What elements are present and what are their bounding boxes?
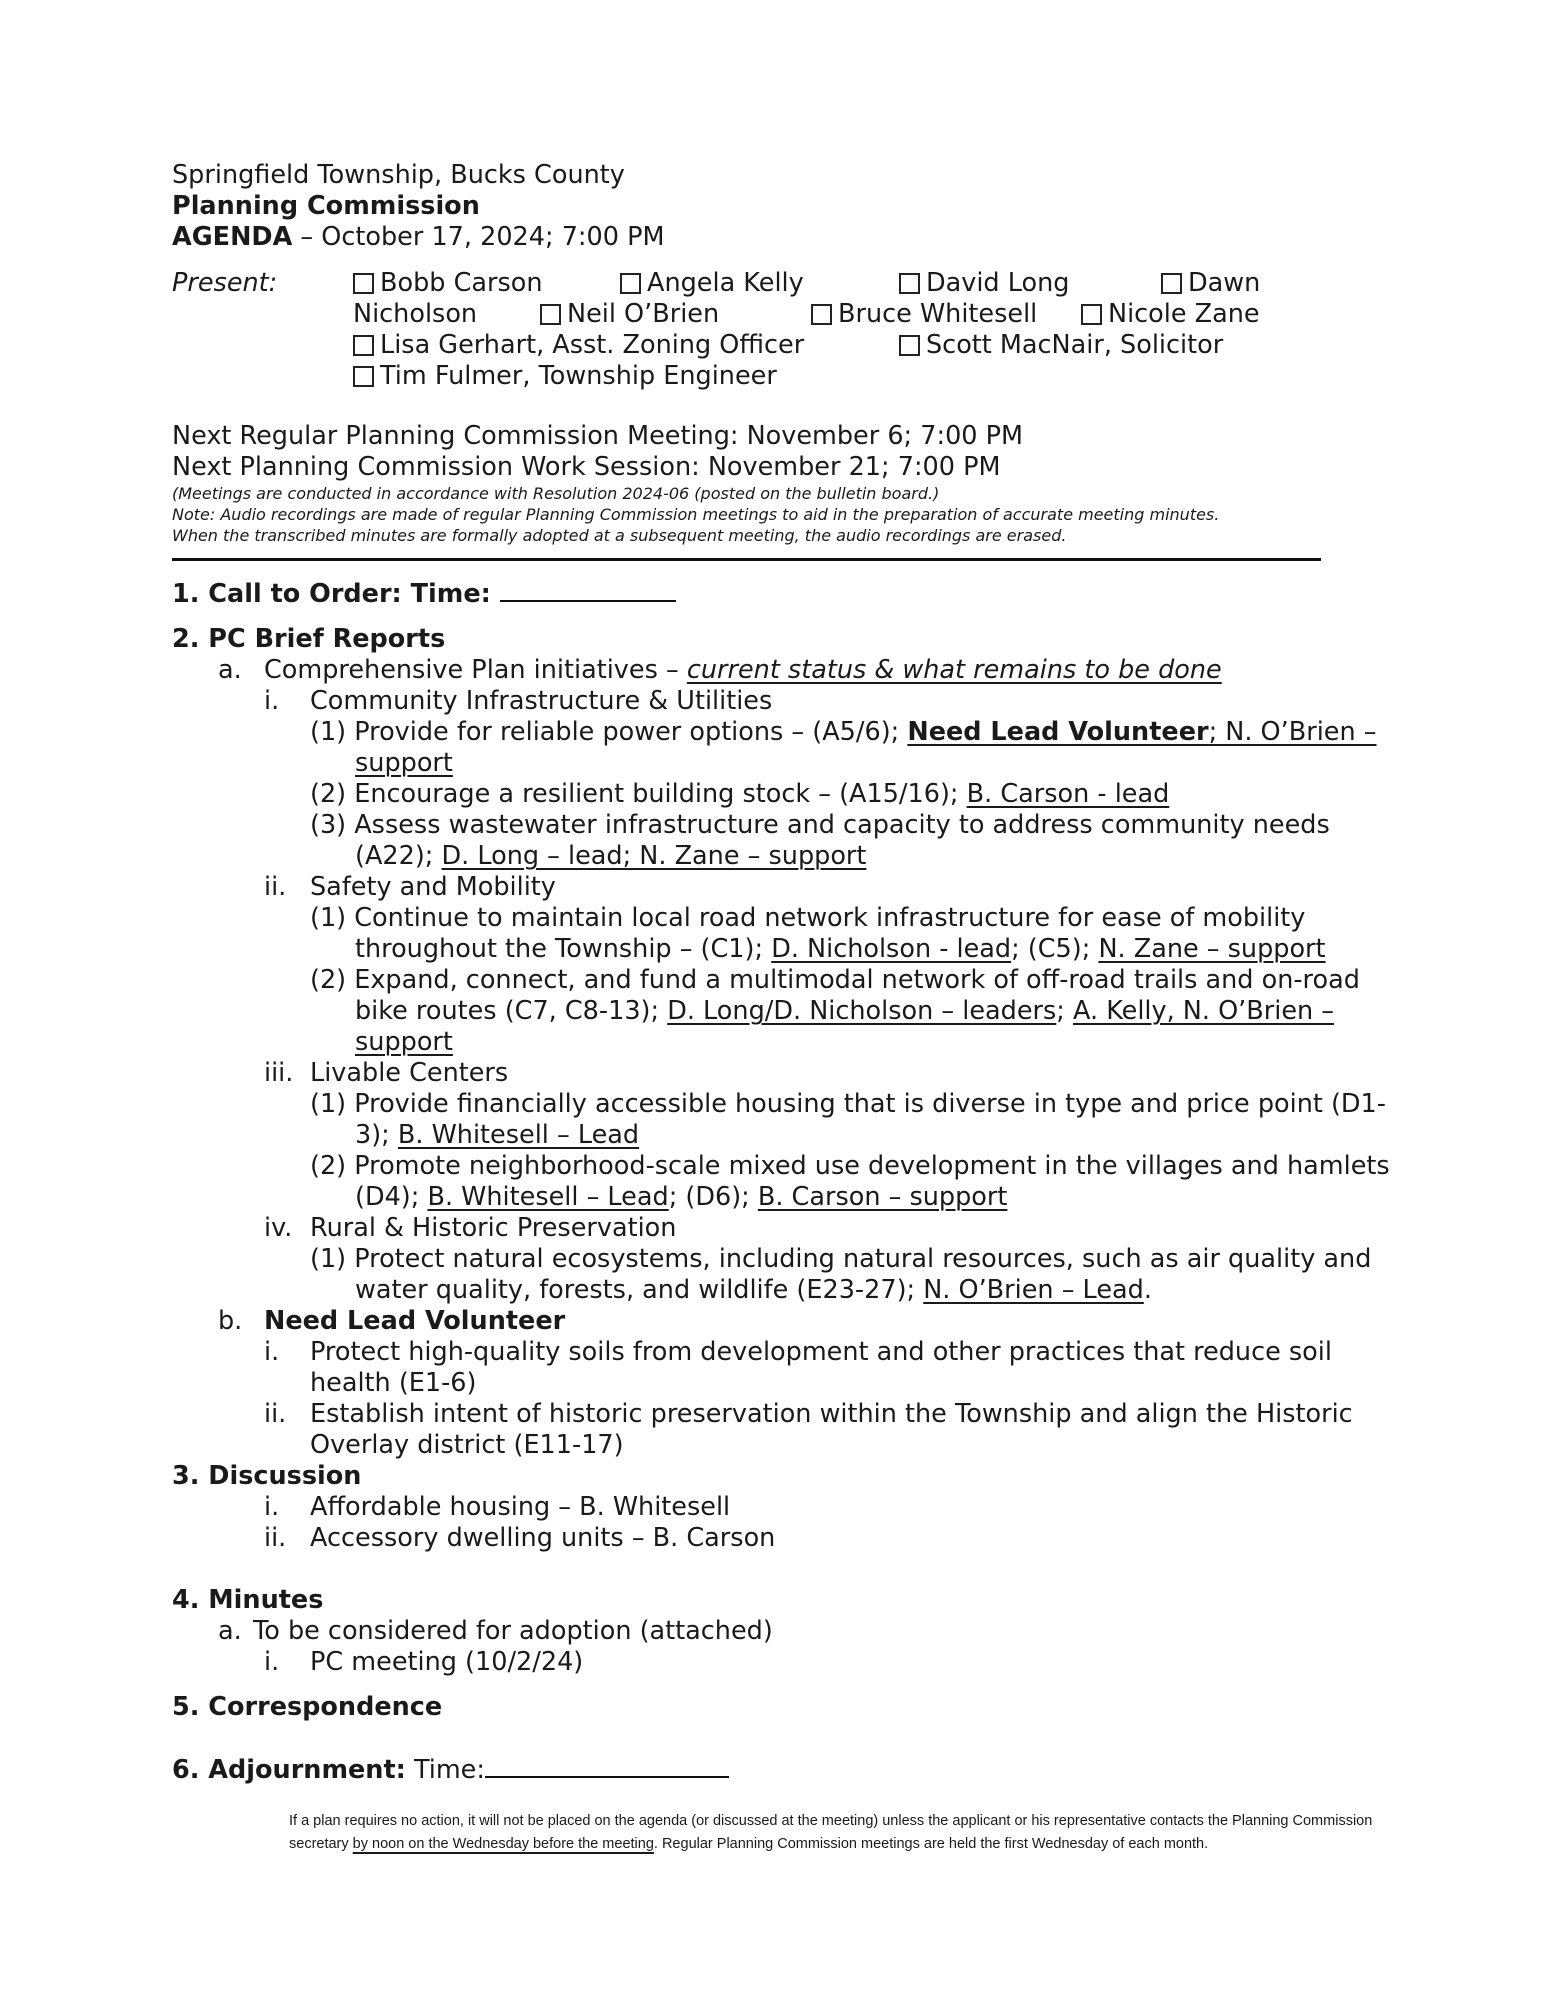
next-regular-meeting: Next Regular Planning Commission Meeting: November 6; 7:00 PM [172, 421, 1024, 451]
initiative-road-network: (1) Continue to maintain local road network infrastructure for ease of mobility [310, 903, 1306, 933]
section-pc-brief-reports: 2. PC Brief Reports [172, 624, 446, 654]
checkbox[interactable] [540, 304, 561, 325]
attendee-nicholson: Dawn [1161, 268, 1260, 299]
attendee-fulmer: Tim Fulmer, Township Engineer [353, 361, 777, 392]
item-soils-cont: health (E1-6) [310, 1368, 477, 1398]
initiative-wastewater: (3) Assess wastewater infrastructure and capacity to address community needs [310, 810, 1330, 840]
attendee-macnair: Scott MacNair, Solicitor [899, 330, 1223, 361]
minutes-pc-meeting: PC meeting (10/2/24) [310, 1647, 584, 1677]
next-work-session: Next Planning Commission Work Session: November 21; 7:00 PM [172, 452, 1001, 482]
time-blank[interactable] [500, 578, 676, 602]
checkbox[interactable] [811, 304, 832, 325]
item-historic: Establish intent of historic preservation within the Township and align the Historic [310, 1399, 1353, 1429]
section-discussion: 3. Discussion [172, 1461, 362, 1491]
checkbox[interactable] [353, 273, 374, 294]
list-marker: i. [264, 1492, 280, 1522]
initiative-road-network-cont: throughout the Township – (C1); D. Nicholson - lead; (C5); N. Zane – support [355, 934, 1326, 964]
lead-assignment: B. Whitesell – Lead [427, 1182, 669, 1212]
need-volunteer: Need Lead Volunteer [907, 717, 1209, 747]
audio-note-line-1: Note: Audio recordings are made of regular Planning Commission meetings to aid in the preparation of accurate meeting minutes. [172, 505, 1220, 524]
initiative-power: (1) Provide for reliable power options – (A5/6); Need Lead Volunteer; N. O’Brien – [310, 717, 1377, 747]
checkbox[interactable] [353, 335, 374, 356]
support-assignment: N. Zane – support [1098, 934, 1326, 964]
list-marker: i. [264, 686, 280, 716]
discussion-affordable-housing: Affordable housing – B. Whitesell [310, 1492, 731, 1522]
lead-assignment: N. O’Brien – Lead [923, 1275, 1144, 1305]
lead-assignment: D. Long – lead; N. Zane – support [441, 841, 867, 871]
attendee-obrien: Neil O’Brien [540, 299, 719, 330]
lead-assignment: D. Long/D. Nicholson – leaders [667, 996, 1057, 1026]
initiative-trails-cont: bike routes (C7, C8-13); D. Long/D. Nicholson – leaders; A. Kelly, N. O’Brien – [355, 996, 1335, 1026]
list-marker: i. [264, 1647, 280, 1677]
list-marker: ii. [264, 1523, 287, 1553]
divider [172, 558, 1321, 561]
section-correspondence: 5. Correspondence [172, 1692, 443, 1722]
initiative-ecosystems: (1) Protect natural ecosystems, including natural resources, such as air quality and [310, 1244, 1372, 1274]
initiative-trails: (2) Expand, connect, and fund a multimodal network of off-road trails and on-road [310, 965, 1360, 995]
minutes-adoption: To be considered for adoption (attached) [253, 1616, 773, 1646]
subitem-livable-centers: Livable Centers [310, 1058, 509, 1088]
initiative-mixed-use-cont: (D4); B. Whitesell – Lead; (D6); B. Carson – support [355, 1182, 1008, 1212]
time-blank[interactable] [485, 1754, 729, 1778]
item-soils: Protect high-quality soils from development and other practices that reduce soil [310, 1337, 1332, 1367]
discussion-adu: Accessory dwelling units – B. Carson [310, 1523, 776, 1553]
lead-assignment: D. Nicholson - lead [771, 934, 1012, 964]
lead-assignment: B. Carson - lead [966, 779, 1170, 809]
list-marker: iv. [264, 1213, 293, 1243]
agenda-date: – October 17, 2024; 7:00 PM [292, 222, 665, 252]
initiative-mixed-use: (2) Promote neighborhood-scale mixed use development in the villages and hamlets [310, 1151, 1390, 1181]
list-marker: a. [218, 655, 242, 685]
audio-note-line-2: When the transcribed minutes are formally adopted at a subsequent meeting, the audio recordings are erased. [172, 526, 1067, 545]
initiative-ecosystems-cont: water quality, forests, and wildlife (E23-27); N. O’Brien – Lead. [355, 1275, 1152, 1305]
checkbox[interactable] [899, 335, 920, 356]
township-name: Springfield Township, Bucks County [172, 160, 625, 190]
section-minutes: 4. Minutes [172, 1585, 324, 1615]
checkbox[interactable] [620, 273, 641, 294]
checkbox[interactable] [1161, 273, 1182, 294]
initiative-power-cont: support [355, 748, 453, 778]
present-label: Present: [172, 268, 278, 298]
checkbox[interactable] [353, 366, 374, 387]
subitem-safety-mobility: Safety and Mobility [310, 872, 556, 902]
resolution-note: (Meetings are conducted in accordance with Resolution 2024-06 (posted on the bulletin board.) [172, 484, 940, 503]
item-comprehensive-plan: Comprehensive Plan initiatives – current status & what remains to be done [264, 655, 1222, 685]
attendee-whitesell: Bruce Whitesell [811, 299, 1037, 330]
attendee-gerhart: Lisa Gerhart, Asst. Zoning Officer [353, 330, 804, 361]
checkbox[interactable] [1081, 304, 1102, 325]
subitem-rural-historic: Rural & Historic Preservation [310, 1213, 677, 1243]
section-call-to-order: 1. Call to Order: Time: [172, 578, 676, 610]
list-marker: ii. [264, 872, 287, 902]
initiative-housing-cont: 3); B. Whitesell – Lead [355, 1120, 640, 1150]
initiative-trails-cont-2: support [355, 1027, 453, 1057]
subitem-infrastructure: Community Infrastructure & Utilities [310, 686, 773, 716]
agenda-label: AGENDA [172, 222, 293, 252]
initiative-wastewater-cont: (A22); D. Long – lead; N. Zane – support [355, 841, 867, 871]
list-marker: i. [264, 1337, 280, 1367]
deadline-note: by noon on the Wednesday before the meeting [352, 1836, 654, 1852]
list-marker: b. [218, 1306, 243, 1336]
agenda-title [172, 222, 664, 253]
lead-assignment: B. Whitesell – Lead [397, 1120, 640, 1150]
commission-name: Planning Commission [172, 191, 480, 221]
attendee-kelly: Angela Kelly [620, 268, 804, 299]
item-need-lead-volunteer: Need Lead Volunteer [264, 1306, 566, 1336]
footer-note: If a plan requires no action, it will not be placed on the agenda (or discussed at the meeting) unless the applicant or his representative contacts the Planning Commission secretary by noon on the Wednesday before the meeting. Regular Planning Commission meetings are held the first Wednesday of each month. [289, 1813, 1373, 1852]
attendee-nicholson-cont: Nicholson [353, 299, 478, 329]
list-marker: a. [218, 1616, 242, 1646]
status-note: current status & what remains to be done [686, 655, 1222, 685]
section-adjournment: 6. Adjournment: Time: [172, 1754, 729, 1786]
list-marker: iii. [264, 1058, 294, 1088]
list-marker: ii. [264, 1399, 287, 1429]
attendee-zane: Nicole Zane [1081, 299, 1260, 330]
checkbox[interactable] [899, 273, 920, 294]
item-historic-cont: Overlay district (E11-17) [310, 1430, 624, 1460]
attendee-carson: Bobb Carson [353, 268, 543, 299]
support-assignment: B. Carson – support [757, 1182, 1008, 1212]
attendee-long: David Long [899, 268, 1069, 299]
support-assignment: A. Kelly, N. O’Brien – [1072, 996, 1335, 1026]
initiative-building-stock: (2) Encourage a resilient building stock – (A15/16); B. Carson - lead [310, 779, 1170, 809]
initiative-housing: (1) Provide financially accessible housing that is diverse in type and price point (D1- [310, 1089, 1386, 1119]
